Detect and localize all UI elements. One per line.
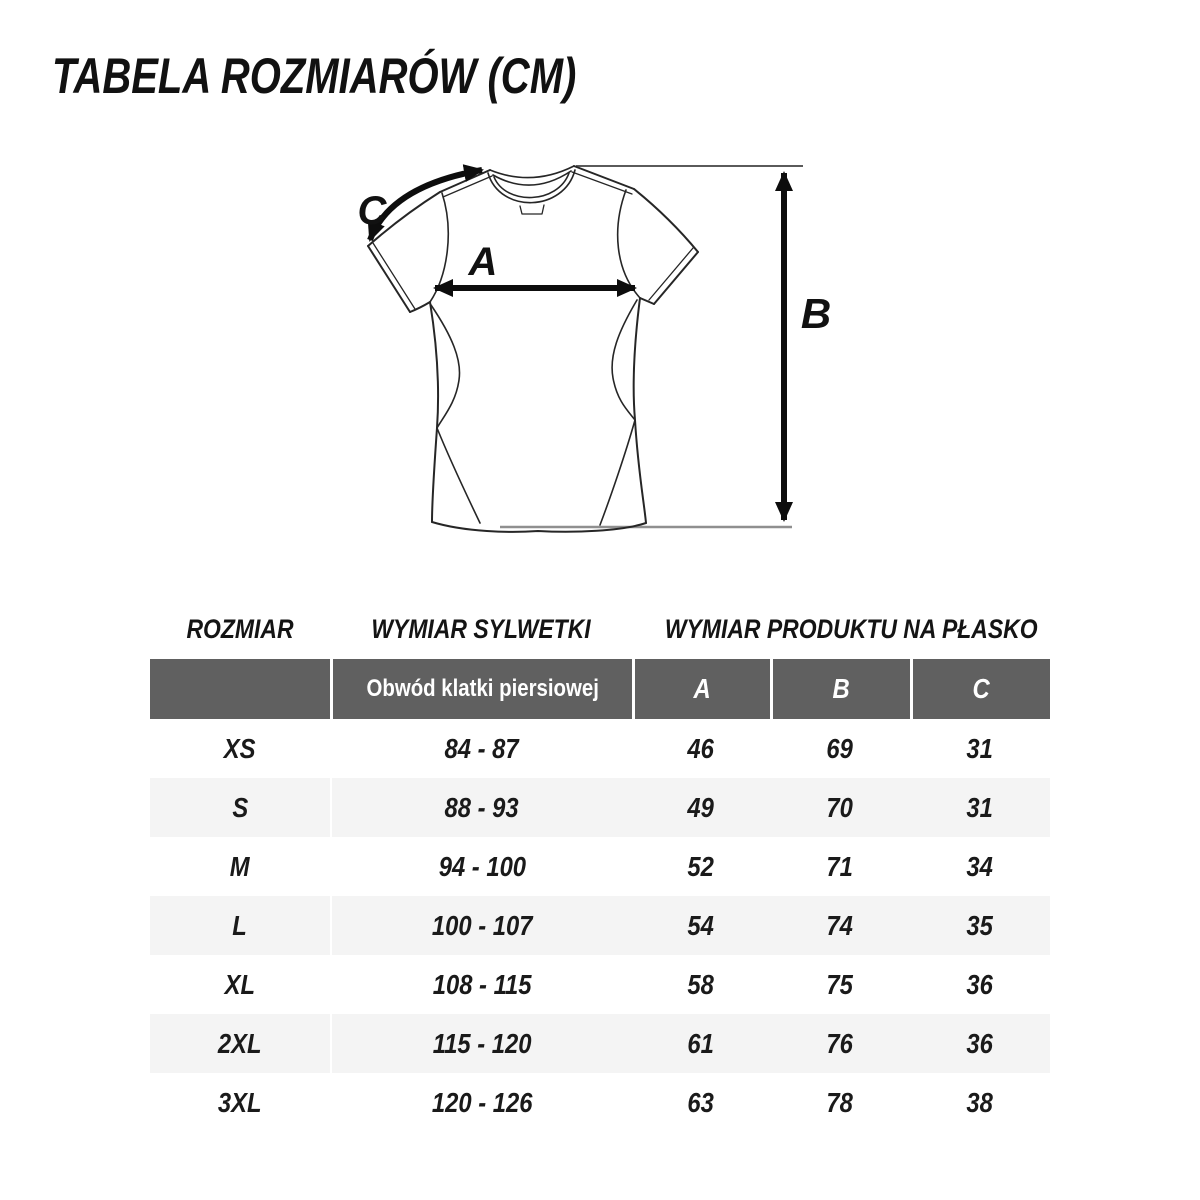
- size-row-2xl: [150, 1014, 1050, 1073]
- cell-c: 31: [910, 778, 1050, 837]
- cell-c: 34: [910, 837, 1050, 896]
- cell-b: 78: [770, 1073, 910, 1132]
- cell-c: 36: [910, 955, 1050, 1014]
- cell-size: M: [150, 837, 330, 896]
- size-row-xs: [150, 719, 1050, 778]
- cell-a: 52: [632, 837, 770, 896]
- size-row-l: [150, 896, 1050, 955]
- cell-a: 61: [632, 1014, 770, 1073]
- cell-size: 2XL: [150, 1014, 330, 1073]
- cell-b: 70: [770, 778, 910, 837]
- cell-a: 49: [632, 778, 770, 837]
- cell-size: S: [150, 778, 330, 837]
- section-header-body: WYMIAR SYLWETKI: [371, 613, 591, 644]
- header-cell-c: C: [910, 659, 1050, 719]
- cell-chest: 88 - 93: [330, 778, 632, 837]
- diagram-label-c: C: [357, 189, 387, 233]
- section-header-size: ROZMIAR: [186, 613, 294, 644]
- cell-size: XS: [150, 719, 330, 778]
- cell-a: 54: [632, 896, 770, 955]
- table-header-row: [150, 659, 1050, 719]
- cell-chest: 100 - 107: [330, 896, 632, 955]
- cell-chest: 120 - 126: [330, 1073, 632, 1132]
- cell-size: 3XL: [150, 1073, 330, 1132]
- cell-a: 58: [632, 955, 770, 1014]
- cell-a: 63: [632, 1073, 770, 1132]
- cell-size: XL: [150, 955, 330, 1014]
- cell-b: 69: [770, 719, 910, 778]
- cell-a: 46: [632, 719, 770, 778]
- table-section-headers: [150, 612, 1050, 646]
- header-cell-a: A: [632, 659, 770, 719]
- cell-b: 71: [770, 837, 910, 896]
- diagram-label-a: A: [468, 240, 498, 284]
- cell-chest: 108 - 115: [330, 955, 632, 1014]
- size-row-xl: [150, 955, 1050, 1014]
- diagram-label-b: B: [800, 290, 832, 337]
- tshirt-measurement-diagram: [330, 140, 890, 560]
- size-row-m: [150, 837, 1050, 896]
- size-row-3xl: [150, 1073, 1050, 1132]
- section-header-product: WYMIAR PRODUKTU NA PŁASKO: [664, 613, 1038, 644]
- page-title: [52, 50, 707, 102]
- cell-chest: 94 - 100: [330, 837, 632, 896]
- header-cell-b: B: [770, 659, 910, 719]
- cell-b: 74: [770, 896, 910, 955]
- cell-size: L: [150, 896, 330, 955]
- header-cell-chest: Obwód klatki piersiowej: [330, 659, 632, 719]
- cell-chest: 84 - 87: [330, 719, 632, 778]
- cell-c: 31: [910, 719, 1050, 778]
- cell-c: 38: [910, 1073, 1050, 1132]
- cell-b: 76: [770, 1014, 910, 1073]
- cell-b: 75: [770, 955, 910, 1014]
- size-table: [150, 659, 1050, 1132]
- cell-chest: 115 - 120: [330, 1014, 632, 1073]
- cell-c: 35: [910, 896, 1050, 955]
- cell-c: 36: [910, 1014, 1050, 1073]
- page-title-text: TABELA ROZMIARÓW (CM): [52, 48, 577, 104]
- size-row-s: [150, 778, 1050, 837]
- tshirt-illustration: [368, 166, 698, 532]
- header-cell-size: [150, 659, 330, 719]
